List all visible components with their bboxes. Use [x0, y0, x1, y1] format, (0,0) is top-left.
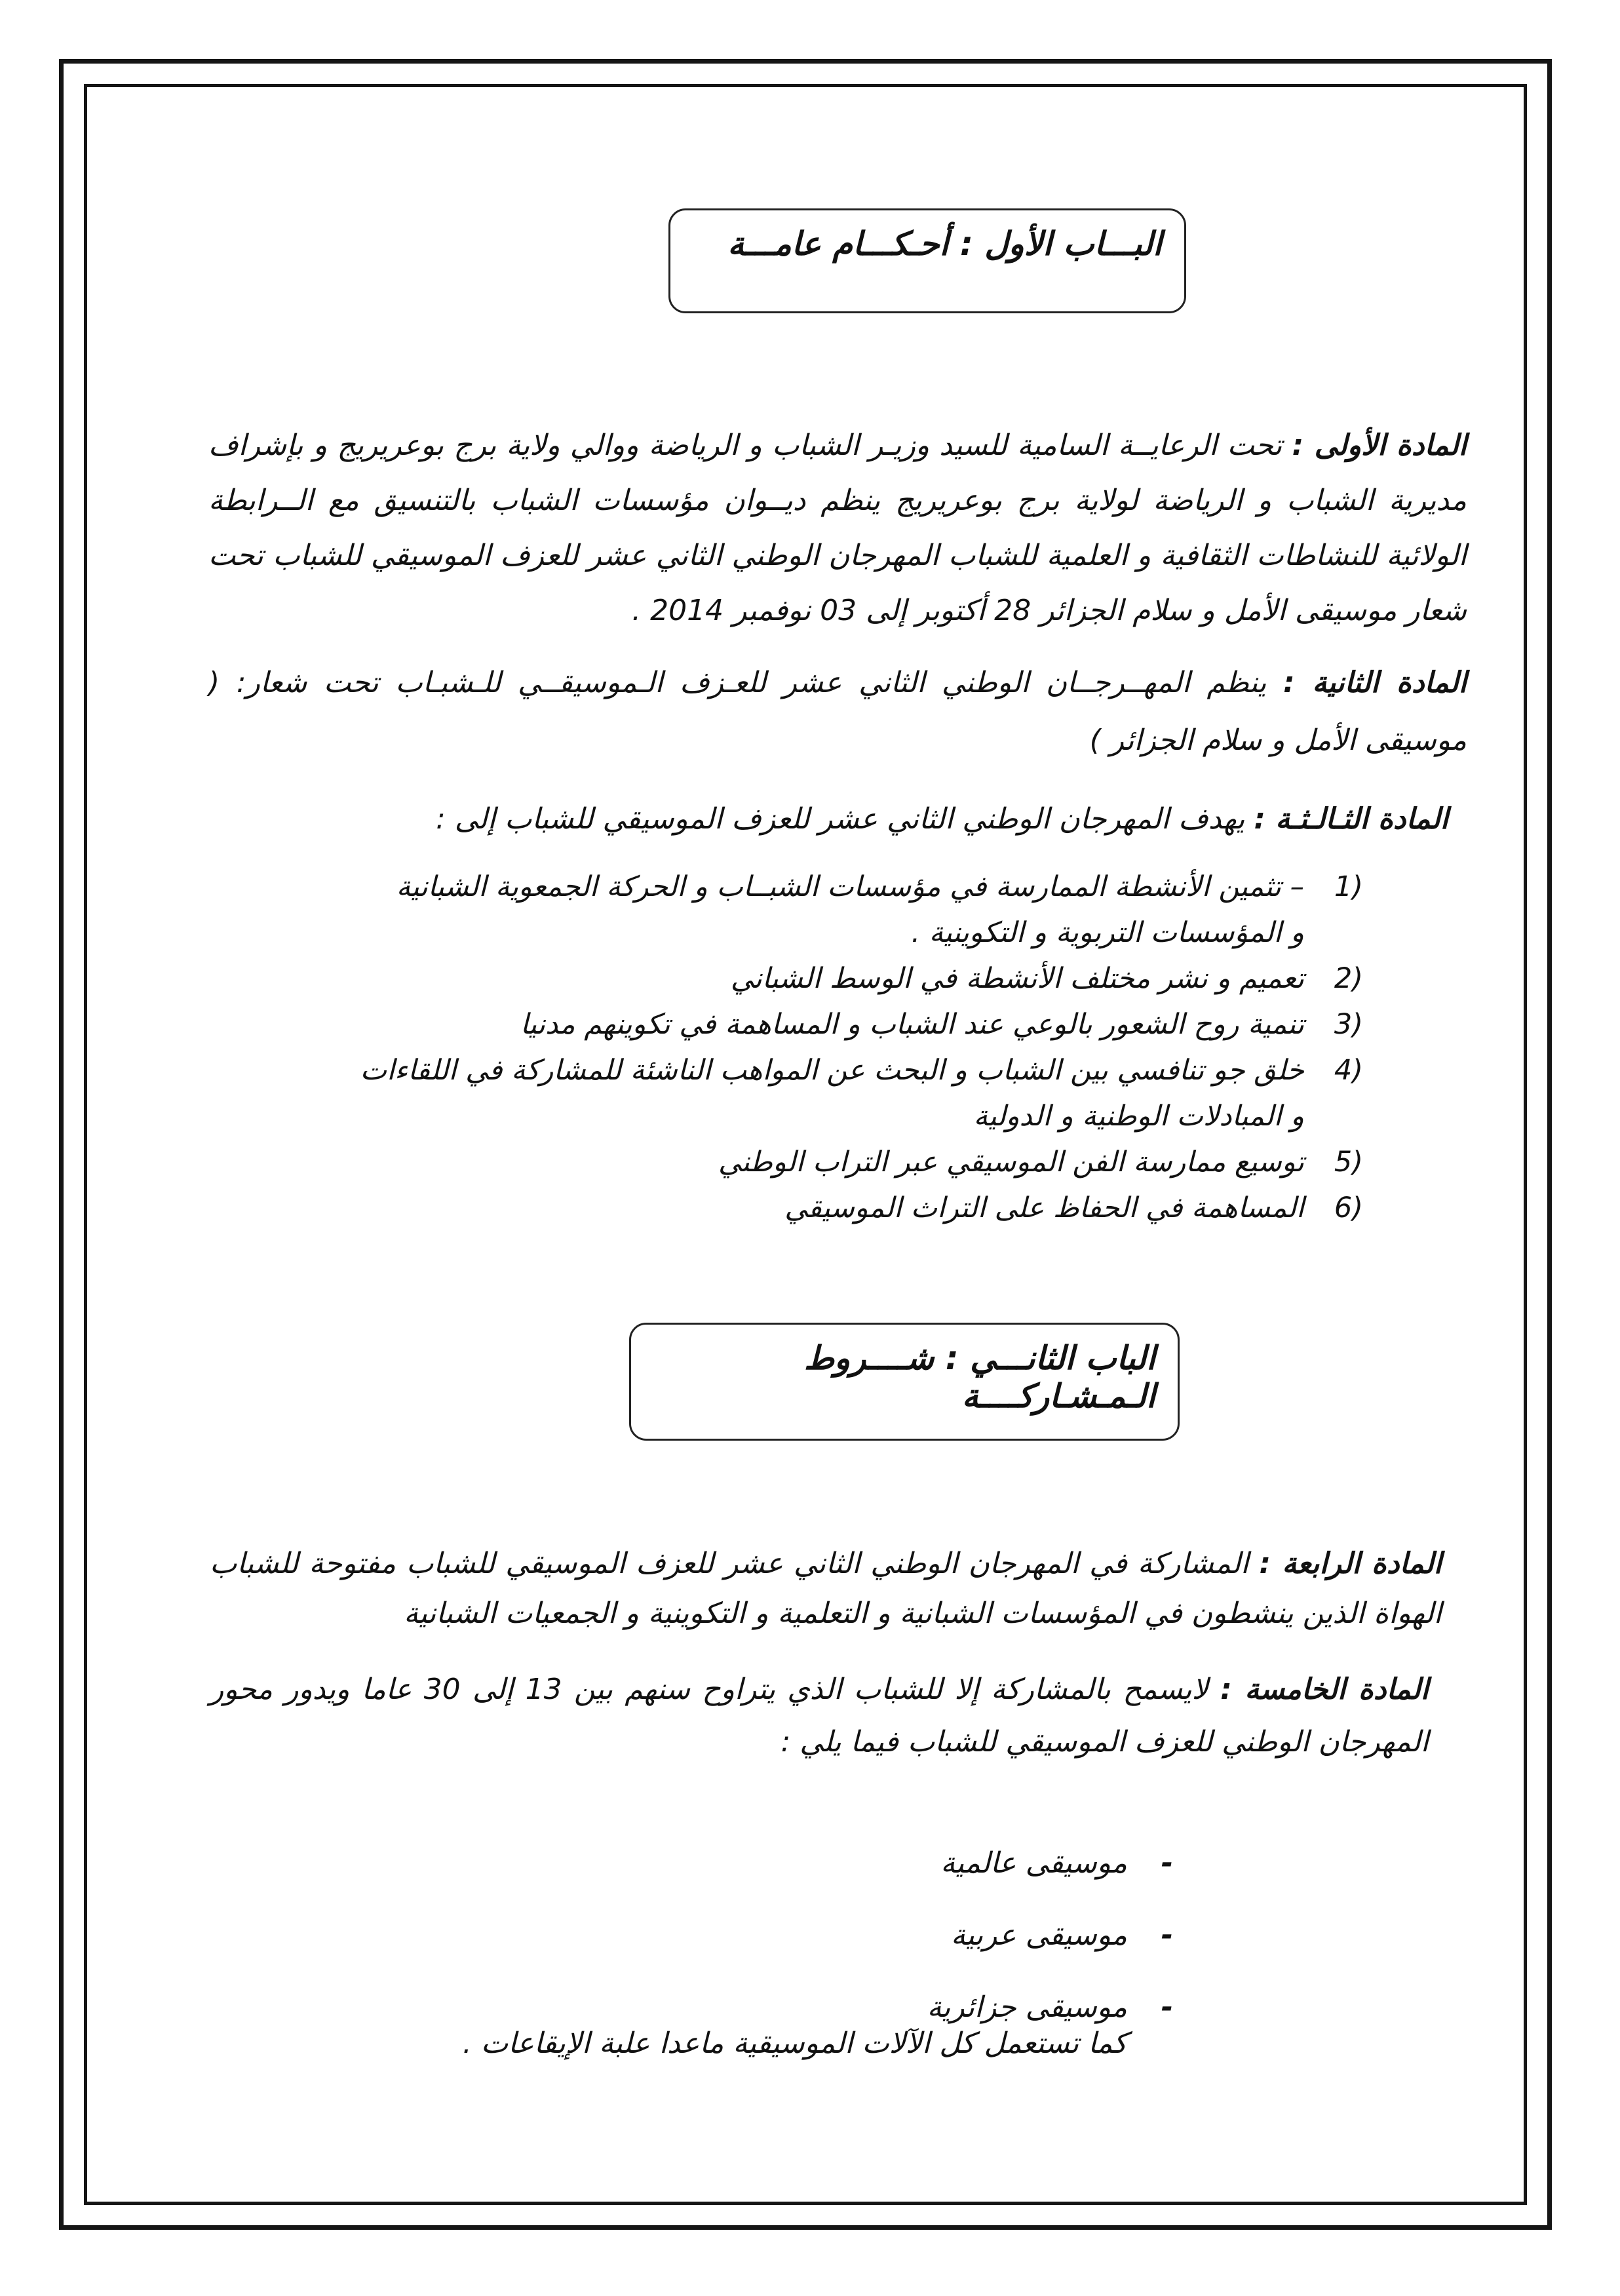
article2-label: المادة الثانية :: [1283, 666, 1467, 699]
list-item: (3 تنمية روح الشعور بالوعي عند الشباب و المساهمة في تكوينهم مدنيا: [520, 1008, 1363, 1041]
article3-text: يهدف المهرجان الوطني الثاني عشر للعزف الموسيقي للشباب إلى :: [435, 802, 1245, 836]
article4-label: المادة الرابعة :: [1259, 1547, 1442, 1580]
article3-label: المادة الثـالـثـة :: [1254, 802, 1448, 836]
list-item: (6 المساهمة في الحفاظ على التراث الموسيقي: [784, 1192, 1363, 1224]
section1-heading: البـــاب الأول : أحـكـــام عامـــة: [668, 208, 1186, 313]
article1-label: المادة الأولى :: [1292, 429, 1467, 462]
article3: [203, 792, 1448, 847]
article5: [210, 1664, 1429, 1768]
closing-line: كما تستعمل كل الآلات الموسيقية ماعدا علبة الإيقاعات .: [462, 2027, 1127, 2060]
document-page: [84, 84, 1527, 2205]
article4: [210, 1539, 1442, 1639]
article4-text: المشاركة في المهرجان الوطني الثاني عشر للعزف الموسيقي للشباب مفتوحة للشباب الهواة الذين ينشطون في المؤسسات الشبانية و التعلمية و التكوينية و الجمعيات الشبانية: [210, 1547, 1442, 1630]
music-types-list: [649, 1827, 1173, 2044]
article5-label: المادة الخامسة :: [1220, 1673, 1429, 1706]
article1-text: تحت الرعايــة السامية للسيد وزيـر الشباب و الرياضة ووالي ولاية برج بوعريريج و بإشراف مديرية الشباب و الرياضة لولاية برج بوعريريج ينظم ديــوان مؤسسات الشباب بالتنسيق مع الــرابطة الولائية للنشاطات الثقافية و العلمية للشباب المهرجان الوطني الثاني عشر للعزف الموسيقي للشباب تحت شعار موسيقى الأمل و سلام الجزائر 28 أكتوبر إلى 03 نوفمبر 2014 .: [208, 429, 1467, 627]
article2-text: ينظم المهــرجــان الوطني الثاني عشر للعـزف الـموسيقــي للـشبـاب تحت شعار: ( موسيقى الأمل و سلام الجزائر ): [208, 666, 1467, 757]
article2: [208, 654, 1467, 769]
list-item: - موسيقى عربية: [950, 1918, 1173, 1952]
list-item: (5 توسيع ممارسة الفن الموسيقي عبر التراب الوطني: [718, 1146, 1363, 1178]
list-item: - موسيقى جزائرية: [927, 1991, 1173, 2024]
goals-list: [183, 864, 1363, 1231]
section2-heading: الباب الثانـــي : شــــروط الـمـشـاركــــة: [629, 1323, 1180, 1441]
list-item: - موسيقى عالمية: [940, 1846, 1173, 1880]
list-item: (2 تعميم و نشر مختلف الأنشطة في الوسط الشباني: [730, 962, 1363, 995]
list-item: (1 – تثمين الأنشطة الممارسة في مؤسسات الشبــاب و الحركة الجمعوية الشبانية و المؤسسات التربوية و التكوينية .: [396, 870, 1363, 949]
article1: [208, 418, 1467, 638]
article5-text: لايسمح بالمشاركة إلا للشباب الذي يتراوح سنهم بين 13 إلى 30 عاما ويدور محور المهرجان الوطني للعزف الموسيقي للشباب فيما يلي :: [210, 1673, 1429, 1759]
list-item: (4 خلق جو تنافسي بين الشباب و البحث عن المواهب الناشئة للمشاركة في اللقاءات و المبادلات الوطنية و الدولية: [360, 1054, 1363, 1133]
